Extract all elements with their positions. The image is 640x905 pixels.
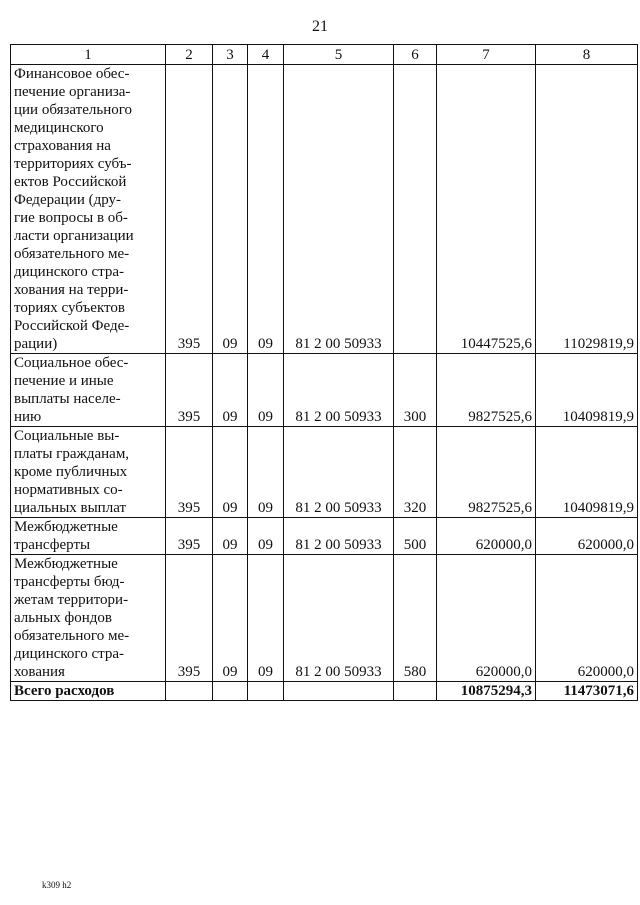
- table-cell: [248, 682, 284, 701]
- section-code-cell: 09: [213, 354, 248, 427]
- description-line: медицинского: [14, 120, 104, 136]
- column-header: 7: [437, 45, 536, 65]
- description-line: циальных выплат: [14, 500, 127, 516]
- table-row: [11, 518, 638, 555]
- amount-col8-cell: 620000,0: [536, 555, 638, 682]
- description-line: рации): [14, 336, 58, 352]
- target-article-cell: 81 2 00 50933: [284, 518, 394, 555]
- ministry-code-cell: 395: [166, 65, 213, 354]
- description-line: ласти организации: [14, 228, 134, 244]
- amount-col8-cell: 11029819,9: [536, 65, 638, 354]
- budget-expenditure-table: [10, 44, 638, 701]
- description-line: ториях субъектов: [14, 300, 125, 316]
- description-line: Финансовое обес-: [14, 66, 130, 82]
- table-row: [11, 65, 638, 354]
- description-line: печение и иные: [14, 373, 114, 389]
- expense-type-cell: [394, 65, 437, 354]
- description-line: страхования на: [14, 138, 111, 154]
- table-cell: [213, 682, 248, 701]
- description-line: нию: [14, 409, 42, 425]
- description-line: жетам территори-: [14, 592, 129, 608]
- table-row: [11, 427, 638, 518]
- total-amount-col8: 11473071,6: [536, 682, 638, 701]
- amount-col7-cell: 620000,0: [437, 555, 536, 682]
- description-line: дицинского стра-: [14, 646, 125, 662]
- description-line: хования на терри-: [14, 282, 129, 298]
- subsection-code-cell: 09: [248, 65, 284, 354]
- section-code-cell: 09: [213, 427, 248, 518]
- amount-col7-cell: 9827525,6: [437, 427, 536, 518]
- target-article-cell: 81 2 00 50933: [284, 65, 394, 354]
- column-header: 3: [213, 45, 248, 65]
- amount-col7-cell: 9827525,6: [437, 354, 536, 427]
- amount-col8-cell: 620000,0: [536, 518, 638, 555]
- description-line: ции обязательного: [14, 102, 133, 118]
- amount-col8-cell: 10409819,9: [536, 354, 638, 427]
- description-line: Социальное обес-: [14, 355, 129, 371]
- description-line: платы гражданам,: [14, 446, 130, 462]
- section-code-cell: 09: [213, 555, 248, 682]
- description-line: дицинского стра-: [14, 264, 125, 280]
- row-description: [11, 518, 166, 555]
- subsection-code-cell: 09: [248, 518, 284, 555]
- table-row: [11, 555, 638, 682]
- expense-type-cell: 300: [394, 354, 437, 427]
- expense-type-cell: 580: [394, 555, 437, 682]
- column-header: 8: [536, 45, 638, 65]
- description-line: кроме публичных: [14, 464, 128, 480]
- description-line: Межбюджетные: [14, 556, 118, 572]
- description-line: печение организа-: [14, 84, 131, 100]
- table-cell: [394, 682, 437, 701]
- description-line: нормативных со-: [14, 482, 123, 498]
- amount-col8-cell: 10409819,9: [536, 427, 638, 518]
- description-line: трансферты: [14, 537, 91, 553]
- description-line: альных фондов: [14, 610, 112, 626]
- ministry-code-cell: 395: [166, 555, 213, 682]
- amount-col7-cell: 620000,0: [437, 518, 536, 555]
- row-description: [11, 427, 166, 518]
- description-line: обязательного ме-: [14, 246, 130, 262]
- total-label: Всего расходов: [11, 682, 166, 701]
- target-article-cell: 81 2 00 50933: [284, 354, 394, 427]
- description-line: ектов Российской: [14, 174, 127, 190]
- expense-type-cell: 500: [394, 518, 437, 555]
- description-line: хования: [14, 664, 65, 680]
- target-article-cell: 81 2 00 50933: [284, 427, 394, 518]
- row-description: [11, 65, 166, 354]
- subsection-code-cell: 09: [248, 354, 284, 427]
- description-line: гие вопросы в об-: [14, 210, 128, 226]
- column-number-header-row: [11, 45, 638, 65]
- column-header: 5: [284, 45, 394, 65]
- column-header: 2: [166, 45, 213, 65]
- description-line: выплаты населе-: [14, 391, 121, 407]
- expense-type-cell: 320: [394, 427, 437, 518]
- amount-col7-cell: 10447525,6: [437, 65, 536, 354]
- footer-code: k309 h2: [42, 880, 72, 890]
- description-line: обязательного ме-: [14, 628, 130, 644]
- target-article-cell: 81 2 00 50933: [284, 555, 394, 682]
- description-line: Российской Феде-: [14, 318, 130, 334]
- description-line: Межбюджетные: [14, 519, 118, 535]
- total-amount-col7: 10875294,3: [437, 682, 536, 701]
- section-code-cell: 09: [213, 65, 248, 354]
- subsection-code-cell: 09: [248, 555, 284, 682]
- description-line: Социальные вы-: [14, 428, 120, 444]
- row-description: [11, 354, 166, 427]
- description-line: территориях субъ-: [14, 156, 132, 172]
- subsection-code-cell: 09: [248, 427, 284, 518]
- table-row: [11, 354, 638, 427]
- column-header: 4: [248, 45, 284, 65]
- ministry-code-cell: 395: [166, 427, 213, 518]
- row-description: [11, 555, 166, 682]
- table-cell: [166, 682, 213, 701]
- description-line: Федерации (дру-: [14, 192, 122, 208]
- ministry-code-cell: 395: [166, 354, 213, 427]
- column-header: 6: [394, 45, 437, 65]
- ministry-code-cell: 395: [166, 518, 213, 555]
- column-header: 1: [11, 45, 166, 65]
- total-row: [11, 682, 638, 701]
- page-number: 21: [312, 18, 328, 35]
- table-cell: [284, 682, 394, 701]
- section-code-cell: 09: [213, 518, 248, 555]
- description-line: трансферты бюд-: [14, 574, 125, 590]
